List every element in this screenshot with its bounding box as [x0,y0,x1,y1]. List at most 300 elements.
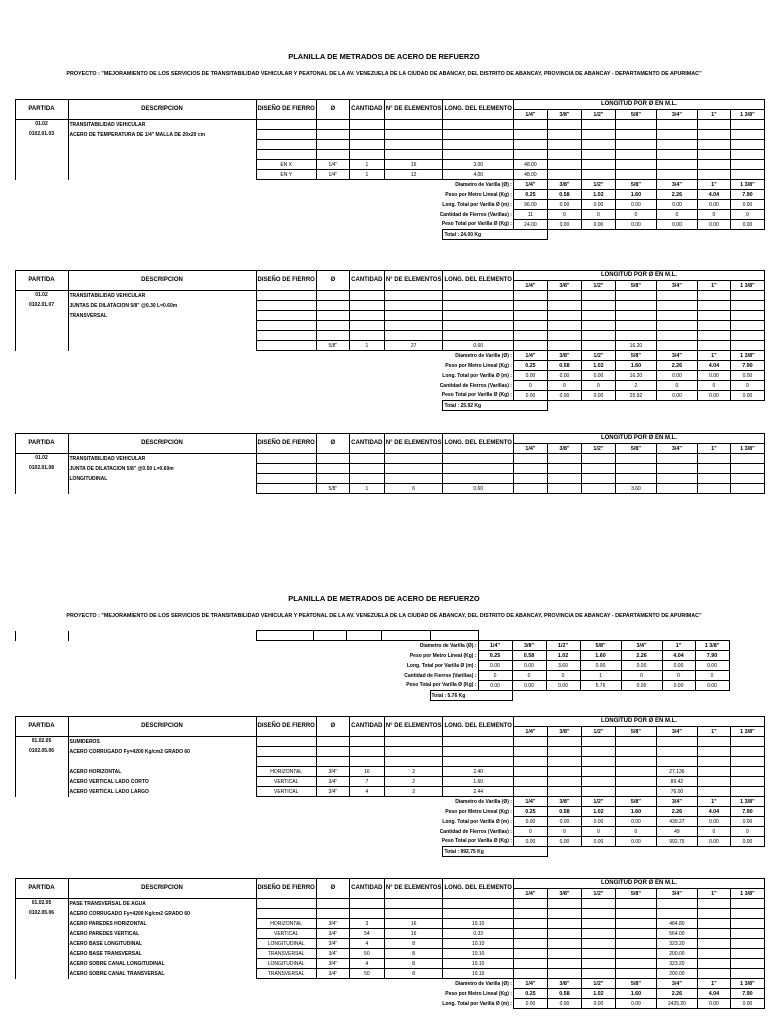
empty-cell [349,140,384,150]
empty-cell [316,474,349,484]
table-row [0,767,764,777]
summary-value: 1" [697,351,730,361]
empty-cell [513,737,547,747]
col-cantidad-header: CANTIDAD [349,271,384,291]
margin-cell [0,989,15,999]
summary-row [0,641,729,651]
summary-label: Cantidad de Fierros (Varillas) : [404,672,477,679]
summary-label: Diametro de Varilla (Ø) : [455,181,512,188]
summary-value: 3/8" [547,979,581,989]
table-row [0,311,764,321]
empty-cell [256,747,316,757]
empty-cell [615,130,656,140]
empty-cell [316,120,349,130]
phi-cell: 3/4" [316,777,349,787]
summary-value: 0.00 [697,837,730,847]
col-partida-header: PARTIDA [15,100,68,120]
empty-cell [697,291,730,301]
descripcion-cell: ACERO PAREDES VERTICAL [68,929,256,939]
col-diseno-header: DISEÑO DE FIERRO [256,271,316,291]
spacer-cell [15,691,430,701]
length-value-cell [656,160,697,170]
summary-value: 0 [546,671,580,681]
size-header: 5/8" [615,444,656,454]
summary-value: 2.26 [656,361,697,371]
margin-cell [0,999,15,1009]
size-header: 5/8" [615,889,656,899]
empty-cell [730,331,764,341]
summary-value: 0.00 [730,371,764,381]
summary-value: 0.00 [730,220,764,230]
empty-cell [547,331,581,341]
table-row [0,120,764,130]
empty-cell [697,331,730,341]
summary-value: 7.90 [730,361,764,371]
summary-value: 1.60 [615,361,656,371]
length-value-cell [730,929,764,939]
empty-cell [256,737,316,747]
partida-cell [15,140,68,150]
empty-cell [615,301,656,311]
descripcion-cell: TRANSITABILIDAD VEHICULAR [68,291,256,301]
length-value-cell [697,484,730,494]
empty-cell [256,454,316,464]
summary-value: 1" [697,979,730,989]
summary-value: 0.00 [581,200,615,210]
length-value-cell [656,341,697,351]
table-row [0,130,764,140]
empty-cell [546,631,580,641]
length-value-cell: 48.00 [513,160,547,170]
empty-cell [615,737,656,747]
margin-cell [0,434,15,454]
summary-value: 0.00 [581,391,615,401]
length-value-cell [615,959,656,969]
empty-cell [443,291,513,301]
size-header: 1 3/8" [730,889,764,899]
partida-cell [15,170,68,180]
summary-value: 0.25 [513,989,547,999]
col-phi-header: Ø [316,271,349,291]
summary-row [0,797,764,807]
empty-cell [256,909,316,919]
summary-value: 3/4" [621,641,662,651]
summary-row [0,210,764,220]
summary-value: 1" [697,180,730,190]
empty-cell [615,464,656,474]
empty-cell [513,899,547,909]
summary-value: 7.90 [730,989,764,999]
empty-cell [256,291,316,301]
partida-cell: 0102.01.08 [15,464,68,474]
empty-cell [443,474,513,484]
partida-cell [15,474,68,484]
summary-value: 0.00 [581,999,615,1009]
margin-cell [0,160,15,170]
length-value-cell [513,939,547,949]
descripcion-cell: ACERO BASE TRANSVERSAL [68,949,256,959]
summary-value: 1/2" [546,641,580,651]
summary-value: 0.25 [478,651,512,661]
partida-cell [15,767,68,777]
margin-cell [0,311,15,321]
elementos-cell: 16 [384,929,443,939]
col-long-header: LONG. DEL ELEMENTO [443,271,513,291]
empty-cell [581,464,615,474]
margin-cell [0,787,15,797]
col-elementos-header: N° DE ELEMENTOS [384,271,443,291]
size-header: 1" [697,727,730,737]
summary-value: 0.00 [697,371,730,381]
margin-cell [0,797,15,807]
summary-value: 1.02 [581,989,615,999]
empty-cell [513,454,547,464]
summary-value: 0 [581,210,615,220]
empty-cell [580,631,621,641]
phi-cell: 3/4" [316,929,349,939]
length-value-cell: 27.136 [656,767,697,777]
summary-value: 7.90 [730,190,764,200]
empty-cell [697,311,730,321]
empty-cell [656,120,697,130]
empty-cell [384,311,443,321]
steel-table [0,99,765,240]
summary-value: 1/2" [581,351,615,361]
descripcion-cell: PASE TRANSVERSAL DE AGUA [68,899,256,909]
empty-cell [615,331,656,341]
summary-value: 1.60 [615,190,656,200]
phi-cell: 1/4" [316,160,349,170]
summary-value: 0.00 [656,220,697,230]
size-header: 3/8" [547,727,581,737]
summary-value: 1/4" [513,979,547,989]
length-value-cell [615,929,656,939]
table-row [0,737,764,747]
summary-value: 0.58 [547,989,581,999]
summary-label: Cantidad de Fierros (Varillas) : [439,828,512,835]
summary-value: 0 [512,671,546,681]
length-value-cell: 200.00 [656,949,697,959]
summary-value: 0.00 [615,837,656,847]
margin-cell [0,301,15,311]
elementos-cell: 8 [384,939,443,949]
size-header: 1" [697,110,730,120]
margin-cell [0,391,15,401]
summary-value: 0.25 [513,361,547,371]
summary-value: 0.00 [580,661,621,671]
empty-cell [443,321,513,331]
summary-value: 0 [615,210,656,220]
summary-value: 0.00 [547,371,581,381]
length-value-cell: 323.20 [656,939,697,949]
empty-cell [316,301,349,311]
summary-label: Peso Total por Varilla Ø (Kg) : [441,221,512,228]
summary-row [0,999,764,1009]
summary-value: 0 [478,671,512,681]
size-header: 3/4" [656,110,697,120]
length-value-cell [697,969,730,979]
empty-cell [513,331,547,341]
size-header: 3/8" [547,110,581,120]
summary-value: 0.00 [513,837,547,847]
length-value-cell [697,949,730,959]
table-row [0,170,764,180]
col-descripcion-header: DESCRIPCION [68,271,256,291]
long-cell: 10.10 [443,969,513,979]
length-value-cell [730,919,764,929]
length-value-cell [697,341,730,351]
length-value-cell: 564.00 [656,929,697,939]
total-row [0,230,764,240]
total-row [0,847,764,857]
empty-cell [581,331,615,341]
summary-label: Diametro de Varilla (Ø) : [455,798,512,805]
length-value-cell [615,170,656,180]
length-value-cell [615,939,656,949]
empty-cell [656,757,697,767]
table-row [0,747,764,757]
cantidad-cell: 4 [349,787,384,797]
summary-value: 0.00 [547,200,581,210]
margin-cell [0,847,15,857]
diseno-cell: EN Y [256,170,316,180]
summary-value: 0.00 [697,817,730,827]
summary-value: 96.00 [513,200,547,210]
size-header: 3/4" [656,727,697,737]
margin-cell [0,767,15,777]
cantidad-cell: 3 [349,919,384,929]
empty-cell [316,130,349,140]
partida-cell [15,631,68,641]
length-value-cell: 76.00 [656,787,697,797]
empty-cell [256,130,316,140]
margin-cell [0,737,15,747]
phi-cell: 3/4" [316,949,349,959]
margin-cell [0,929,15,939]
summary-row [0,371,764,381]
summary-value: 0.00 [695,661,729,671]
empty-cell [581,454,615,464]
summary-value: 0 [547,381,581,391]
elementos-cell: 16 [384,160,443,170]
empty-cell [349,474,384,484]
empty-cell [316,464,349,474]
col-elementos-header: N° DE ELEMENTOS [384,879,443,899]
margin-cell [0,381,15,391]
empty-cell [547,140,581,150]
length-value-cell [547,919,581,929]
summary-value: 2.26 [656,989,697,999]
empty-cell [730,464,764,474]
length-value-cell: 16.20 [615,341,656,351]
margin-cell [0,120,15,130]
descripcion-cell: ACERO DE TEMPERATURA DE 1/4" MALLA DE 20x20 cm [68,130,256,140]
empty-cell [656,747,697,757]
col-long-header: LONG. DEL ELEMENTO [443,879,513,899]
length-value-cell [581,777,615,787]
col-diseno-header: DISEÑO DE FIERRO [256,879,316,899]
empty-cell [316,757,349,767]
partida-cell: 01.02.05 [15,899,68,909]
empty-cell [730,757,764,767]
phi-cell: 5/8" [316,341,349,351]
empty-cell [349,321,384,331]
length-value-cell: 484.80 [656,919,697,929]
summary-value: 0.00 [615,200,656,210]
diseno-cell: VERTICAL [256,929,316,939]
table-row [0,321,764,331]
summary-value: 0.00 [730,837,764,847]
col-partida-header: PARTIDA [15,434,68,454]
page-title-2: PLANILLA DE METRADOS DE ACERO DE REFUERZO [288,594,480,603]
summary-value: 1 3/8" [730,797,764,807]
diseno-cell: HORIZONTAL [256,919,316,929]
margin-cell [0,879,15,899]
length-value-cell [730,959,764,969]
summary-value: 1/2" [581,979,615,989]
col-descripcion-header: DESCRIPCION [68,717,256,737]
empty-cell [615,150,656,160]
length-value-cell [730,949,764,959]
length-value-cell [581,939,615,949]
margin-cell [0,949,15,959]
summary-value: 0.00 [512,681,546,691]
summary-value: 0 [547,827,581,837]
length-value-cell [513,787,547,797]
length-value-cell [697,787,730,797]
summary-value: 16.20 [615,371,656,381]
table-row [0,291,764,301]
margin-cell [0,100,15,120]
length-value-cell [547,949,581,959]
empty-cell [349,454,384,464]
empty-cell [443,757,513,767]
empty-cell [256,301,316,311]
empty-cell [316,909,349,919]
descripcion-cell: ACERO VERTICAL LADO LARGO [68,787,256,797]
empty-cell [443,140,513,150]
empty-cell [697,150,730,160]
partida-cell: 0102.05.06 [15,747,68,757]
cantidad-cell: 1 [349,341,384,351]
summary-value: 0 [513,827,547,837]
total-weight: Total : 25.92 Kg [443,401,547,411]
empty-cell [384,140,443,150]
summary-value: 49 [656,827,697,837]
table-row [0,631,729,641]
descripcion-cell [68,160,256,170]
empty-cell [513,150,547,160]
long-cell: 2.44 [443,787,513,797]
length-value-cell [581,919,615,929]
descripcion-cell: ACERO HORIZONTAL [68,767,256,777]
empty-cell [697,140,730,150]
summary-value: 1" [662,641,695,651]
margin-cell [0,474,15,484]
summary-value: 0.00 [730,817,764,827]
diseno-cell: HORIZONTAL [256,767,316,777]
summary-value: 0.00 [662,661,695,671]
summary-value: 3/8" [547,351,581,361]
empty-cell [384,909,443,919]
summary-value: 5/8" [615,180,656,190]
col-phi-header: Ø [316,717,349,737]
long-cell: 10.10 [443,919,513,929]
summary-row [0,381,764,391]
length-value-cell [656,484,697,494]
size-header: 5/8" [615,281,656,291]
empty-cell [349,311,384,321]
col-cantidad-header: CANTIDAD [349,434,384,454]
col-descripcion-header: DESCRIPCION [68,434,256,454]
col-long-header: LONG. DEL ELEMENTO [443,717,513,737]
summary-value: 25.92 [615,391,656,401]
summary-value: 1/2" [581,797,615,807]
col-cantidad-header: CANTIDAD [349,717,384,737]
descripcion-cell: ACERO SOBRE CANAL TRANSVERSAL [68,969,256,979]
summary-value: 5.76 [580,681,621,691]
length-value-cell [513,777,547,787]
summary-value: 0.00 [615,220,656,230]
descripcion-cell: JUNTA DE DILATACION 5/8" @0.50 L=0.60m [68,464,256,474]
margin-cell [0,939,15,949]
summary-value: 0.00 [546,681,580,691]
summary-label: Diametro de Varilla (Ø) : [455,980,512,987]
empty-cell [384,474,443,484]
margin-cell [0,130,15,140]
length-value-cell [730,777,764,787]
length-value-cell [513,959,547,969]
empty-cell [547,464,581,474]
summary-value: 7.90 [695,651,729,661]
summary-label: Peso Total por Varilla Ø (Kg) : [406,682,477,689]
length-value-cell [581,160,615,170]
summary-value: 0 [581,827,615,837]
partida-cell: 01.02 [15,291,68,301]
partida-cell [15,939,68,949]
spacer-cell [15,401,443,411]
length-value-cell [581,767,615,777]
empty-cell [384,737,443,747]
empty-cell [656,140,697,150]
empty-cell [656,301,697,311]
col-elementos-header: N° DE ELEMENTOS [384,717,443,737]
summary-value: 0.00 [656,200,697,210]
size-header: 1/4" [513,281,547,291]
empty-cell [547,899,581,909]
empty-cell [349,747,384,757]
empty-cell [615,757,656,767]
summary-value: 0.00 [478,681,512,691]
steel-table [0,270,765,411]
long-cell: 10.10 [443,949,513,959]
empty-cell [547,454,581,464]
empty-cell [547,909,581,919]
margin-cell [0,817,15,827]
empty-cell [384,130,443,140]
phi-cell: 3/4" [316,939,349,949]
long-cell: 3.00 [443,160,513,170]
empty-cell [256,150,316,160]
length-value-cell [581,484,615,494]
col-longitud-header: LONGITUD POR Ø EN M.L. [513,434,764,444]
empty-cell [730,747,764,757]
summary-row [0,827,764,837]
empty-cell [384,757,443,767]
empty-cell [730,130,764,140]
length-value-cell [697,959,730,969]
col-elementos-header: N° DE ELEMENTOS [384,434,443,454]
